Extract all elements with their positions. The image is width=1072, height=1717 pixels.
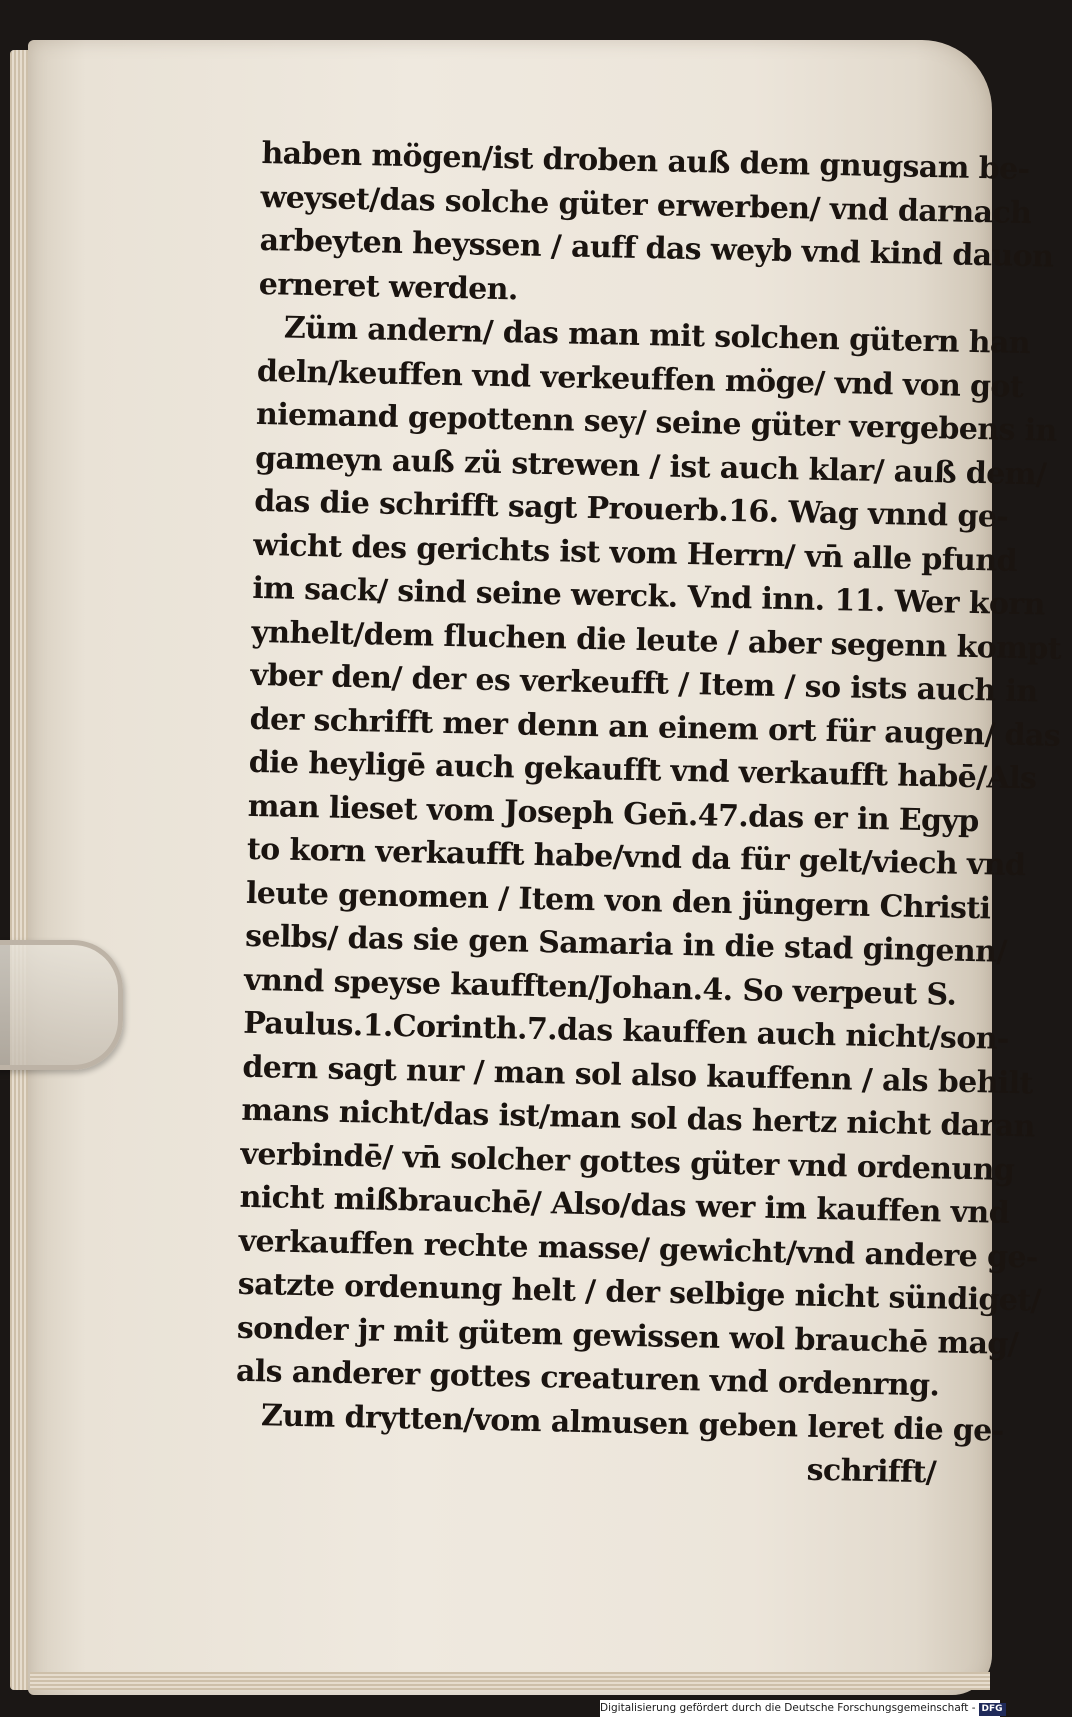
text-line: gameyn auß zü strewen / ist auch klar/ auß dem/ bbox=[254, 440, 1047, 492]
text-line: to korn verkaufft habe/vnd da für gelt/viech vnd bbox=[246, 831, 1026, 884]
text-line: als anderer gottes creaturen vnd ordenrng. bbox=[235, 1353, 940, 1404]
text-line: weyset/das solche güter erwerben/ vnd darnach bbox=[260, 179, 1032, 231]
text-line: satzte ordenung helt / der selbige nicht sündiget/ bbox=[237, 1266, 1042, 1319]
text-line: selbs/ das sie gen Samaria in die stad gingenn/ bbox=[244, 918, 1008, 970]
text-line: haben mögen/ist droben auß dem gnugsam be- bbox=[261, 135, 1030, 188]
text-line: der schrifft mer denn an einem ort für augen/ das bbox=[249, 701, 1061, 754]
text-line: vnnd speyse kaufften/Johan.4. So verpeut S. bbox=[243, 962, 957, 1013]
text-line: im sack/ sind seine werck. Vnd inn. 11. Wer korn bbox=[252, 570, 1046, 623]
text-line: verkauffen rechte masse/ gewicht/vnd andere ge- bbox=[238, 1223, 1039, 1275]
text-line: sonder jr mit gütem gewissen wol brauchē mag/ bbox=[236, 1310, 1019, 1362]
text-line: wicht des gerichts ist vom Herrn/ vn̄ alle pfund bbox=[252, 527, 1018, 579]
text-line: niemand gepottenn sey/ seine güter vergebens in bbox=[255, 396, 1058, 449]
catchword: schrifft/ bbox=[806, 1452, 937, 1491]
text-line: das die schrifft sagt Prouerb.16. Wag vnnd ge- bbox=[253, 483, 1009, 535]
text-line: Züm andern/ das man mit solchen gütern han bbox=[283, 310, 1031, 362]
text-line: nicht mißbrauchē/ Also/das wer im kauffen vnd bbox=[239, 1179, 1010, 1231]
text-line: ynhelt/dem fluchen die leute / aber segenn kompt bbox=[251, 614, 1062, 667]
digitization-credit bbox=[600, 1700, 1003, 1717]
text-line: leute genomen / Item von den jüngern Christi bbox=[245, 875, 991, 926]
text-line: erneret werden. bbox=[258, 266, 519, 307]
text-line: verbindē/ vn̄ solcher gottes güter vnd ordenung bbox=[240, 1136, 1015, 1188]
page-stack-edge-bottom bbox=[30, 1672, 990, 1690]
text-line: die heyligē auch gekaufft vnd verkaufft habē/Als bbox=[248, 744, 1037, 797]
text-line: vber den/ der es verkeufft / Item / so ists auch in bbox=[250, 657, 1038, 710]
text-line: Zum drytten/vom almusen geben leret die ge- bbox=[260, 1397, 1004, 1449]
text-line: man lieset vom Joseph Gen̄.47.das er in Egyp bbox=[247, 788, 980, 839]
page-text bbox=[234, 132, 1062, 1495]
page-clip-icon bbox=[0, 940, 123, 1070]
text-line: Paulus.1.Corinth.7.das kauffen auch nicht/son- bbox=[242, 1005, 1010, 1057]
text-line: deln/keuffen vnd verkeuffen möge/ vnd von got bbox=[256, 353, 1024, 405]
text-line: arbeyten heyssen / auff das weyb vnd kind dauon bbox=[259, 222, 1054, 275]
text-line: dern sagt nur / man sol also kauffenn / als behilt bbox=[242, 1049, 1034, 1101]
text-line: mans nicht/das ist/man sol das hertz nicht daran bbox=[241, 1092, 1036, 1145]
credit-text: Digitalisierung gefördert durch die Deutsche Forschungsgemeinschaft - bbox=[600, 1702, 976, 1714]
dfg-logo: DFG bbox=[979, 1703, 1006, 1716]
